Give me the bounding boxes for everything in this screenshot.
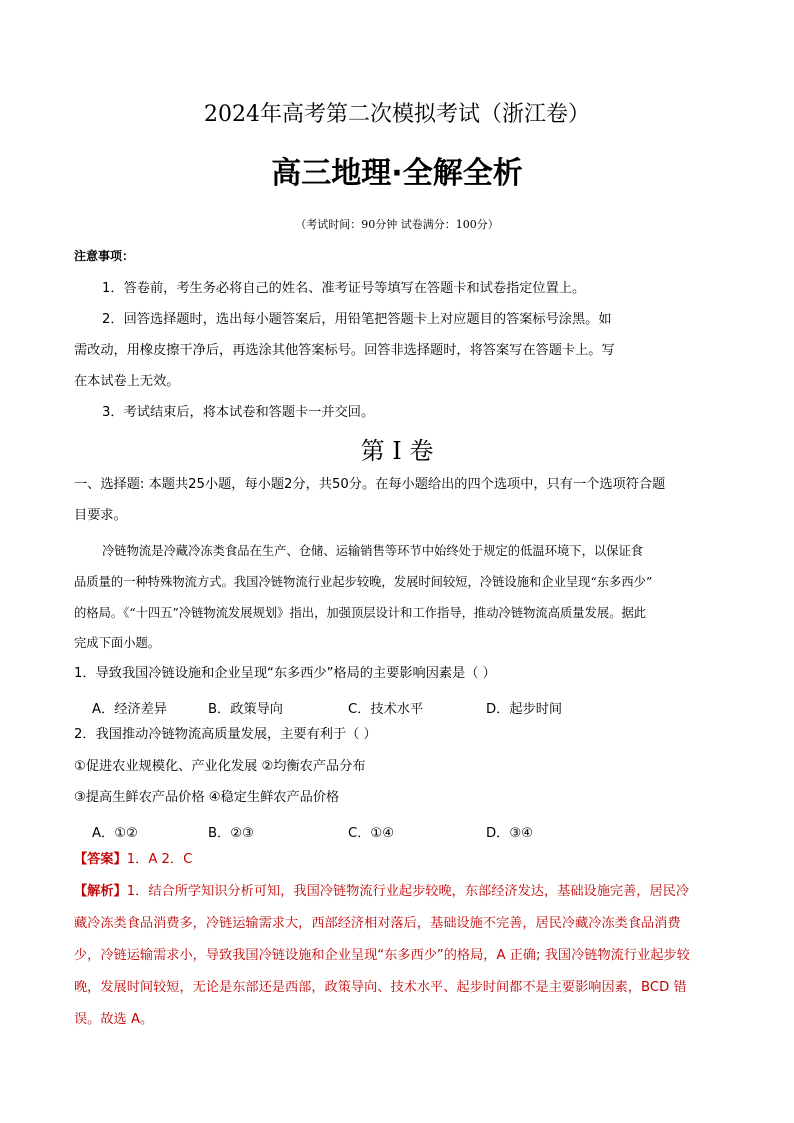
question-1-option-a: A．经济差异 [92, 702, 167, 717]
analysis-line-3: 少，冷链运输需求小，导致我国冷链设施和企业呈现“东多西少”的格局，A 正确; 我国冷链物流行业起步较 [74, 948, 690, 963]
question-2-option-b: B．②③ [208, 826, 254, 841]
notice-item-3: 3．考试结束后，将本试卷和答题卡一并交回。 [102, 405, 375, 420]
passage-line-3: 的格局。《“十四五”冷链物流发展规划》指出，加强顶层设计和工作指导，推动冷链物流高质量发展。据此 [74, 606, 647, 620]
analysis-line-1 [74, 885, 689, 898]
passage-line-2: 品质量的一种特殊物流方式。我国冷链物流行业起步较晚，发展时间较短，冷链设施和企业呈现“东多西少” [74, 575, 653, 589]
notice-item-1: 1．答卷前，考生务必将自己的姓名、准考证号等填写在答题卡和试卷指定位置上。 [102, 281, 586, 296]
analysis-line-2: 藏冷冻类食品消费多，冷链运输需求大，西部经济相对落后，基础设施不完善，居民冷藏冷冻类食品消费 [74, 916, 681, 931]
passage-line-4: 完成下面小题。 [74, 636, 161, 650]
answer-line [74, 853, 192, 866]
analysis-label: 【解析】 [74, 884, 127, 899]
answer-label: 【答案】 [74, 852, 127, 867]
analysis-line-5: 误。故选 A。 [74, 1012, 154, 1027]
section-title: 第 I 卷 [360, 437, 434, 465]
question-2-option-c: C．①④ [348, 826, 395, 841]
section-instructions-line-1: 一、选择题: 本题共25小题，每小题2分，共50分。在每小题给出的四个选项中，只有一个选项符合题 [74, 477, 666, 492]
notice-item-2-line-3: 在本试卷上无效。 [74, 374, 180, 389]
question-2-option-d: D．③④ [486, 826, 533, 841]
question-1-option-d: D．起步时间 [486, 702, 563, 717]
question-2-statement-line-2: ③提高生鲜农产品价格 ④稳定生鲜农产品价格 [74, 790, 340, 805]
question-2-stem: 2．我国推动冷链物流高质量发展，主要有利于（ ） [74, 727, 377, 742]
exam-title: 2024年高考第二次模拟考试（浙江卷） [204, 102, 590, 127]
notice-heading: 注意事项： [74, 249, 135, 263]
exam-info: （考试时间：90分钟 试卷满分：100分） [295, 218, 499, 231]
question-1-stem: 1．导致我国冷链设施和企业呈现“东多西少”格局的主要影响因素是（ ） [74, 666, 496, 681]
passage-line-1: 冷链物流是冷藏冷冻类食品在生产、仓储、运输销售等环节中始终处于规定的低温环境下，以保证食 [102, 544, 644, 558]
section-instructions-line-2: 目要求。 [74, 508, 127, 523]
notice-item-2-line-1: 2．回答选择题时，选出每小题答案后，用铅笔把答题卡上对应题目的答案标号涂黑。如 [102, 312, 612, 327]
question-2-option-a: A．①② [92, 826, 138, 841]
document-title: 高三地理·全解全析 [271, 156, 523, 191]
analysis-text-1: 1．结合所学知识分析可知，我国冷链物流行业起步较晚，东部经济发达，基础设施完善，居民冷 [126, 884, 690, 899]
question-1-option-b: B．政策导向 [208, 702, 283, 717]
answer-text: 1．A 2．C [126, 852, 193, 867]
notice-item-2-line-2: 需改动，用橡皮擦干净后，再选涂其他答案标号。回答非选择题时，将答案写在答题卡上。写 [74, 343, 615, 358]
analysis-line-4: 晚，发展时间较短，无论是东部还是西部，政策导向、技术水平、起步时间都不是主要影响因素，BCD 错 [74, 980, 687, 995]
question-1-option-c: C．技术水平 [348, 702, 424, 717]
question-2-statement-line-1: ①促进农业规模化、产业化发展 ②均衡农产品分布 [74, 759, 366, 774]
